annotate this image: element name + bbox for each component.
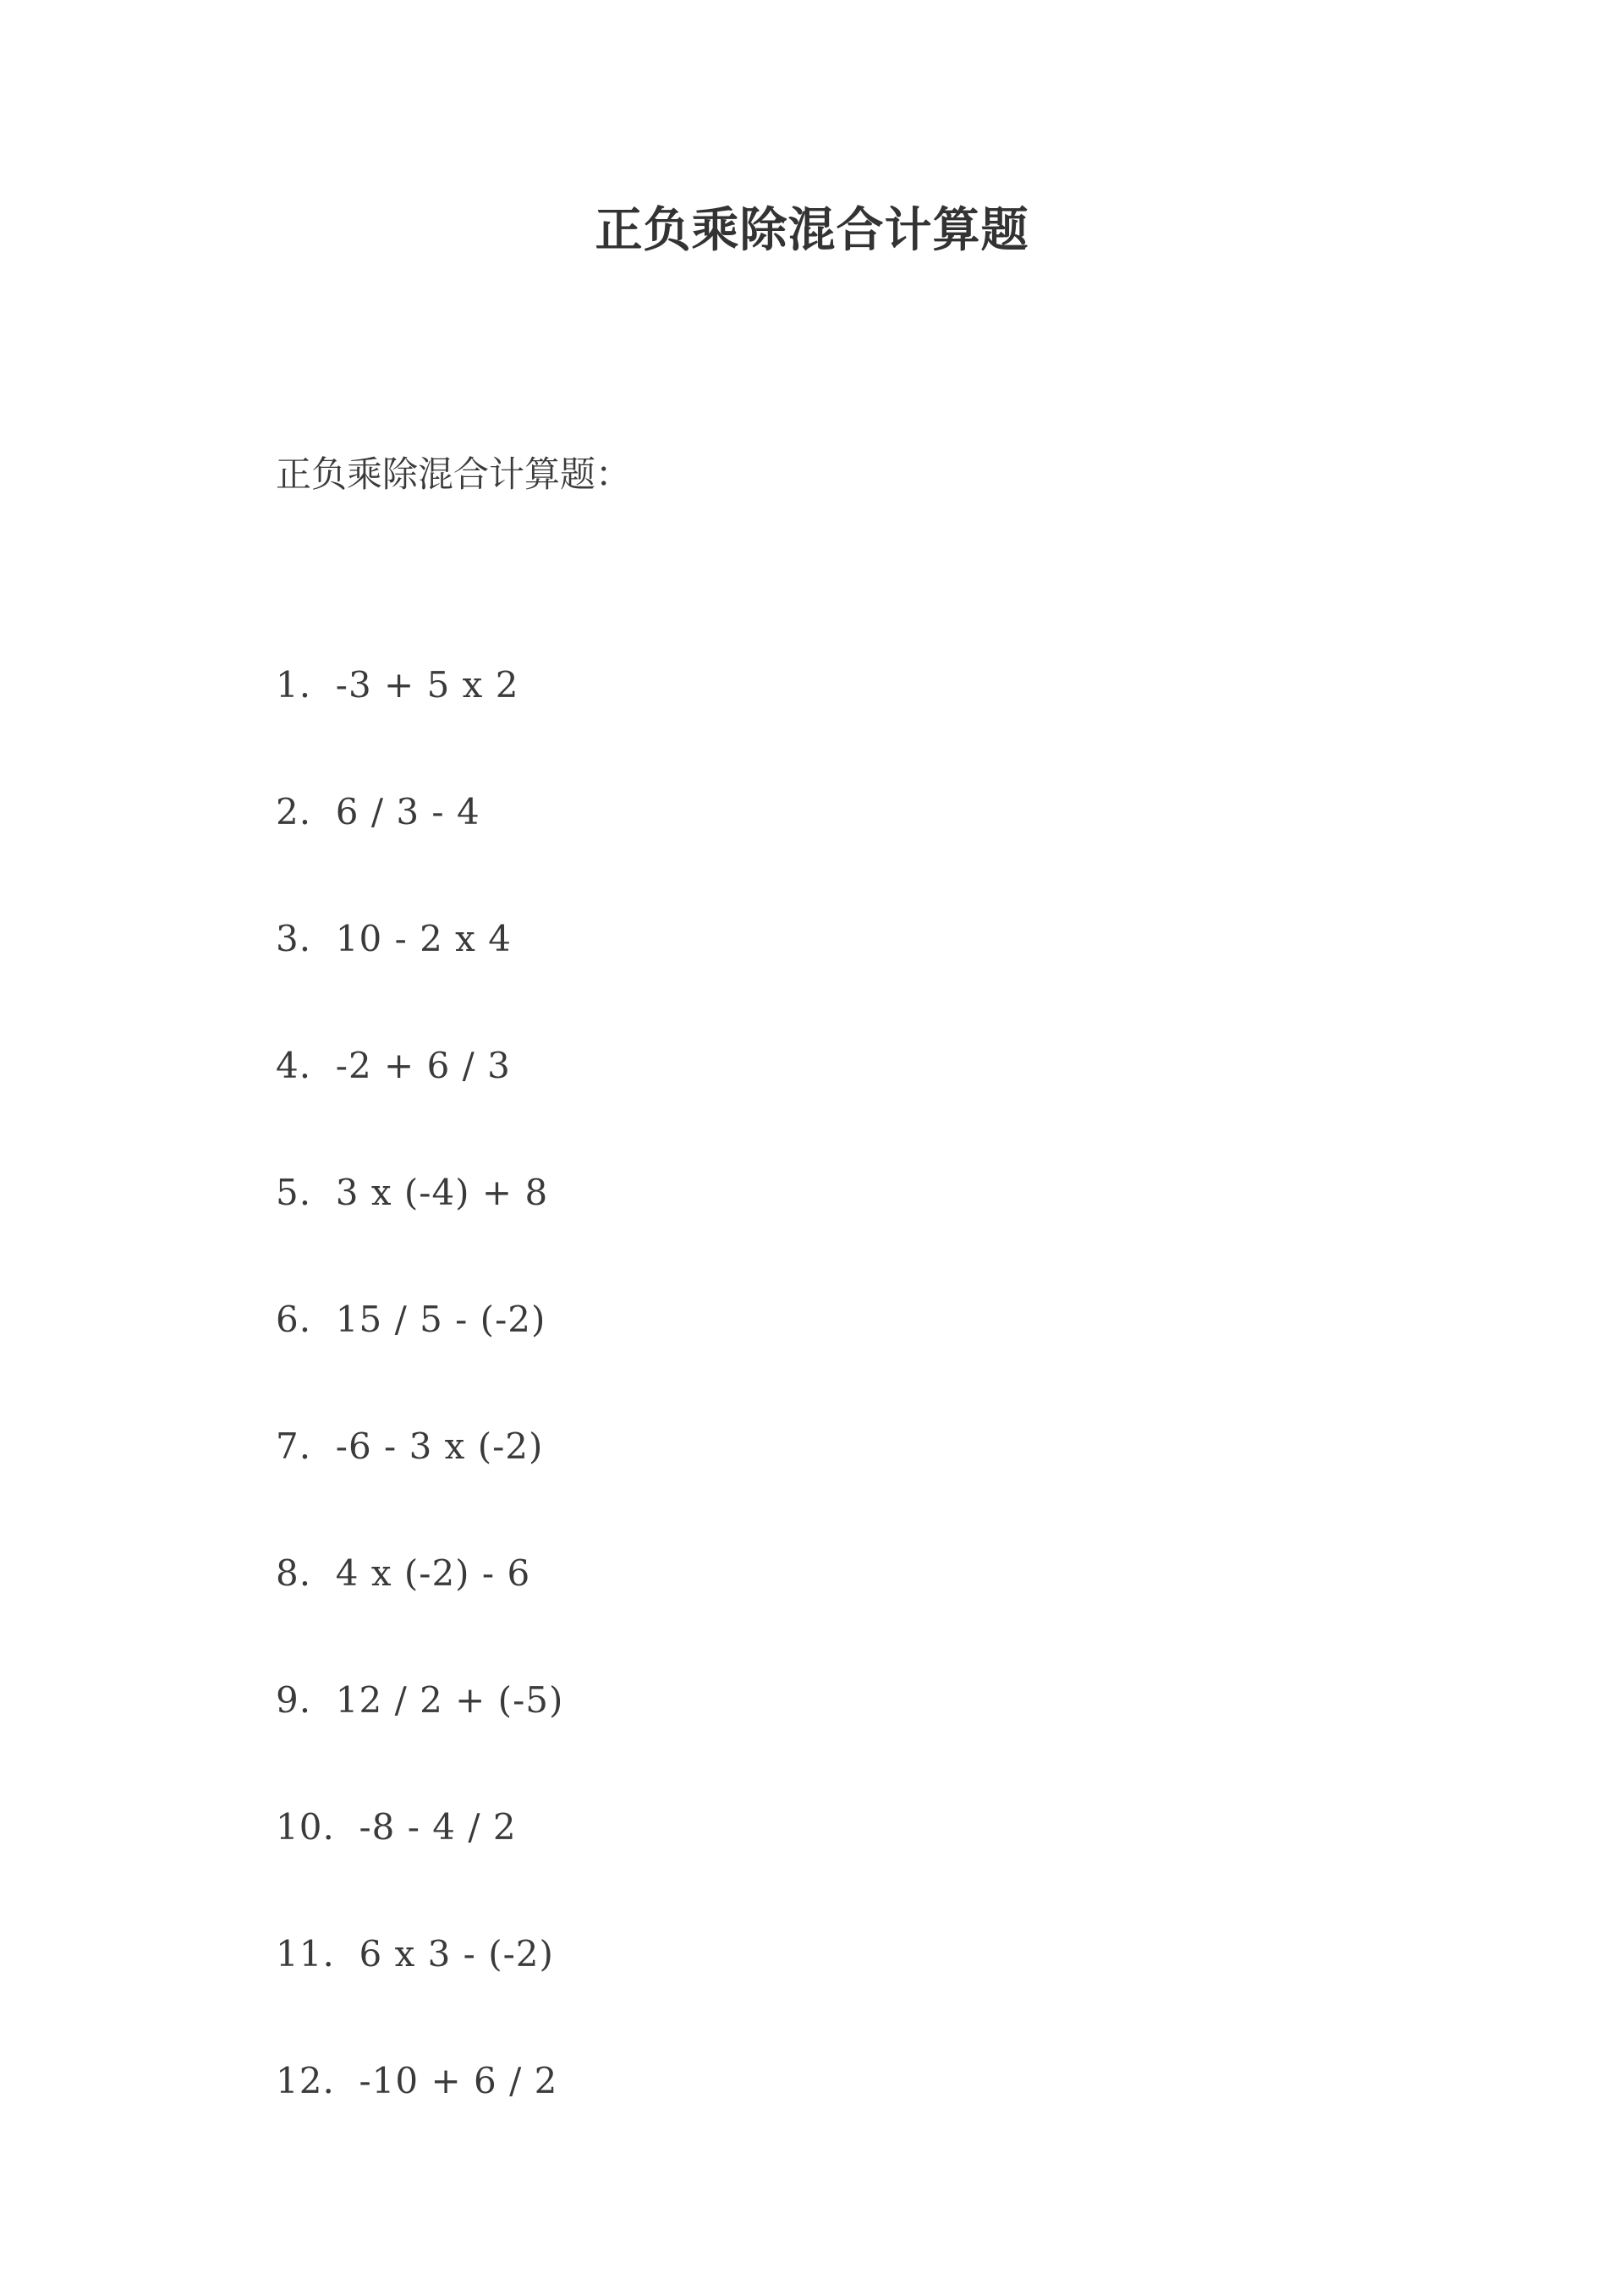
problem-list [276,664,563,2187]
problem-item: 3. 10 - 2 x 4 [276,918,512,959]
problem-item: 1. -3 + 5 x 2 [276,664,519,706]
problem-item: 6. 15 / 5 - (-2) [276,1299,546,1340]
problem-item: 5. 3 x (-4) + 8 [276,1172,549,1213]
problem-item: 8. 4 x (-2) - 6 [276,1552,531,1594]
problem-item: 4. -2 + 6 / 3 [276,1045,511,1086]
problem-item: 11. 6 x 3 - (-2) [276,1933,554,1975]
problem-item: 9. 12 / 2 + (-5) [276,1679,564,1721]
problem-item: 12. -10 + 6 / 2 [276,2060,558,2101]
problem-item: 10. -8 - 4 / 2 [276,1806,517,1848]
problem-item: 7. -6 - 3 x (-2) [276,1425,544,1467]
document-title: 正负乘除混合计算题 [595,202,1029,258]
intro-text: 正负乘除混合计算题： [276,453,632,495]
problem-item: 2. 6 / 3 - 4 [276,791,480,832]
